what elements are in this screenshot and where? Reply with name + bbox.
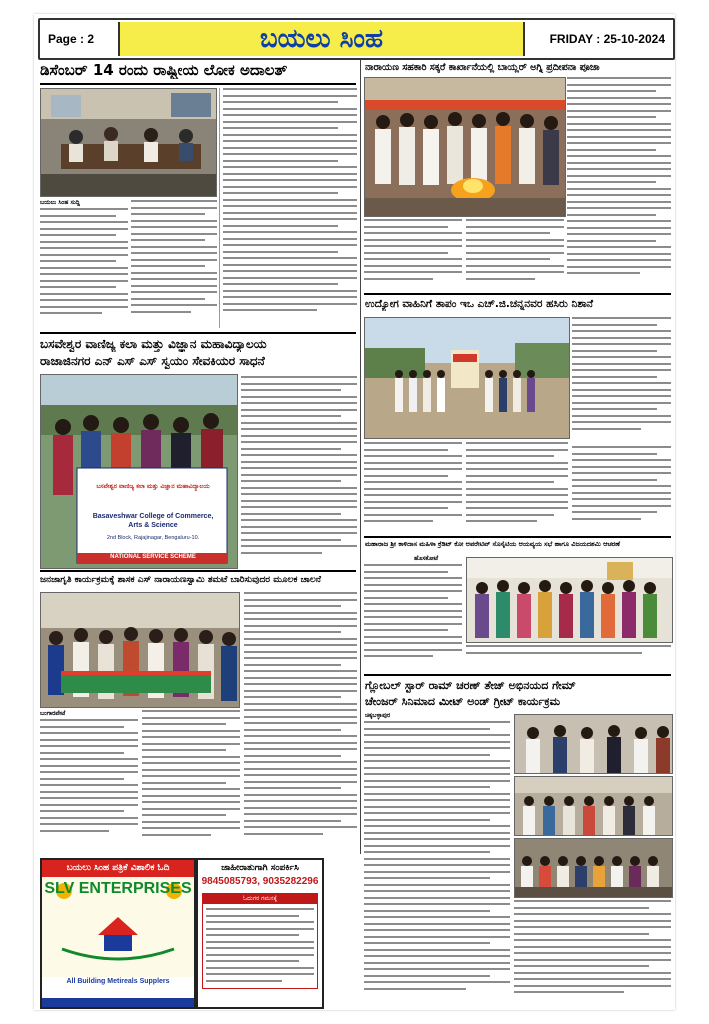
basaveshwar-text — [241, 376, 357, 566]
page-number: Page : 2 — [48, 32, 95, 46]
slv-ad-name: SLV ENTERPRISES — [44, 880, 192, 897]
issue-date: FRIDAY : 25-10-2024 — [549, 32, 665, 46]
readers-note-title: ಓದುಗರ ಗಮನಕ್ಕೆ — [203, 894, 317, 904]
global-star-headline-2: ಚೇಂಜರ್ ಸಿನಿಮಾದ ಮೀಟ್ ಅಂಡ್ ಗ್ರೀಟ್ ಕಾರ್ಯಕ್ರಮ — [365, 695, 561, 708]
lok-adalat-photo — [40, 88, 217, 197]
janajagruti-text-col1 — [40, 719, 138, 852]
narayana-text-col2 — [466, 219, 564, 291]
lok-adalat-text-col2 — [131, 200, 217, 328]
udyoga-text-col1 — [364, 442, 462, 534]
slv-enterprises-ad — [40, 858, 196, 1009]
banner-text-5: NATIONAL SERVICE SCHEME — [110, 554, 196, 560]
mahila-headline: ಮಹಾರಾಜ ಶ್ರೀ ಕಾಳಿದಾಸ ಮಹಿಳಾ ಕ್ರೆಡಿಟ್ ಕೋ ಆಪರೇಟಿವ್ ಸೊಸೈಟಿಯ ಆಯವ್ಯಯ ಸಭೆ ಹಾಗೂ ವಿಜಯದಶಮಿ ಆಚರಣೆ — [365, 540, 620, 548]
narayana-text-col1 — [364, 219, 462, 291]
lok-adalat-headline: ಡಿಸೆಂಬರ್ 14 ರಂದು ರಾಷ್ಟ್ರೀಯ ಲೋಕ ಅದಾಲತ್ — [40, 61, 288, 79]
lok-adalat-text-col3 — [223, 88, 357, 328]
ad-contact-phone: 9845085793, 9035282296 — [201, 876, 319, 887]
basaveshwar-headline-1: ಬಸವೇಶ್ವರ ವಾಣಿಜ್ಯ ಕಲಾ ಮತ್ತು ವಿಜ್ಞಾನ ಮಹಾವಿದ್ಯಾಲಯ — [40, 337, 267, 351]
newspaper-page — [34, 14, 675, 1010]
janajagruti-headline: ಜನಜಾಗೃತಿ ಕಾರ್ಯಕ್ರಮಕ್ಕೆ ಶಾಸಕ ಎಸ್ ನಾರಾಯಣಸ್ವಾಮಿ ತಮಟೆ ಬಾರಿಸುವುದರ ಮೂಲಕ ಚಾಲನೆ — [40, 575, 322, 585]
divider — [364, 674, 671, 676]
slv-ad-top-text: ಬಯಲು ಸಿಂಹ ಪತ್ರಿಕೆ ವಿಶಾಲಿಕ ಓದಿ — [42, 860, 194, 877]
basaveshwar-photo — [40, 374, 238, 569]
newspaper-title: ಬಯಲು ಸಿಂಹ — [118, 22, 525, 56]
udyoga-photo — [364, 317, 570, 439]
janajagruti-text-col3 — [244, 592, 357, 852]
global-star-text-col2 — [514, 900, 671, 1006]
narayana-headline: ನಾರಾಯಣ ಸಹಕಾರಿ ಸಕ್ಕರೆ ಕಾರ್ಖಾನೆಯಲ್ಲಿ ಬಾಯ್ಲರ್ ಅಗ್ನಿ ಪ್ರದೀಪನಾ ಪೂಜಾ — [365, 62, 600, 73]
divider — [40, 83, 356, 85]
advertising-contact-ad — [196, 858, 324, 1009]
masthead — [38, 18, 675, 60]
narayana-photo — [364, 77, 566, 217]
slv-ad-sub: All Building Metireals Supplers — [66, 978, 170, 985]
global-star-photo-2 — [514, 776, 673, 836]
divider — [364, 536, 671, 538]
main-column-rule — [360, 60, 361, 854]
banner-text-2: Basaveshwar College of Commerce, — [92, 513, 214, 520]
narayana-text-col-right — [567, 77, 671, 291]
udyoga-text-col3 — [572, 446, 671, 534]
janajagruti-text-col2 — [142, 710, 240, 852]
udyoga-text-col-right — [572, 317, 671, 442]
lok-adalat-byline: ಬಯಲು ಸಿಂಹ ಸುದ್ದಿ — [40, 199, 80, 206]
global-star-photo-1 — [514, 714, 673, 774]
divider — [40, 332, 356, 334]
banner-text-4: 2nd Block, Rajajinagar, Bengaluru-10. — [106, 535, 200, 541]
divider — [40, 570, 356, 572]
global-star-byline: ಚಿಕ್ಕಬಳ್ಳಾಪುರ — [365, 712, 391, 719]
basaveshwar-headline-2: ರಾಜಾಜಿನಗರ ಎನ್ ಎಸ್ ಎಸ್ ಸ್ವಯಂ ಸೇವಕಿಯರ ಸಾಧನೆ — [40, 354, 265, 368]
column-rule — [219, 88, 220, 328]
mahila-text-col1 — [364, 564, 462, 669]
udyoga-text-col2 — [466, 442, 568, 534]
mahila-byline: ಹೊಸಕೋಟೆ — [414, 555, 439, 562]
global-star-photo-3 — [514, 838, 673, 898]
global-star-headline-1: ಗ್ಲೋಬಲ್ ಸ್ಟಾರ್ ರಾಮ್ ಚರಣ್ ತೇಜ್ ಅಭಿನಯದ ಗೇಮ್ — [365, 679, 576, 692]
slv-ad-address — [42, 998, 194, 1007]
udyoga-headline: ಉದ್ಯೋಗ ವಾಹಿನಿಗೆ ತಾಪಂ ಇಒ ಎಚ್.ಜಿ.ಚನ್ನನವರ ಹಸಿರು ನಿಶಾನೆ — [365, 298, 594, 310]
lok-adalat-text-col1 — [40, 208, 128, 328]
readers-note-box — [202, 893, 318, 989]
divider — [364, 293, 671, 295]
janajagruti-photo — [40, 592, 240, 708]
banner-text-1: ಬಸವೇಶ್ವರ ವಾಣಿಜ್ಯ ಕಲಾ ಮತ್ತು ವಿಜ್ಞಾನ ಮಹಾವಿದ್ಯಾಲಯ — [96, 483, 210, 490]
mahila-caption — [466, 645, 671, 669]
global-star-text-col1 — [364, 721, 510, 1006]
mahila-photo — [466, 557, 673, 643]
janajagruti-byline: ಬಂಗಾರಪೇಟೆ — [40, 710, 66, 717]
banner-text-3: Arts & Science — [128, 522, 178, 529]
ad-contact-title: ಜಾಹೀರಾತುಗಾಗಿ ಸಂಪರ್ಕಿಸಿ — [221, 863, 299, 873]
